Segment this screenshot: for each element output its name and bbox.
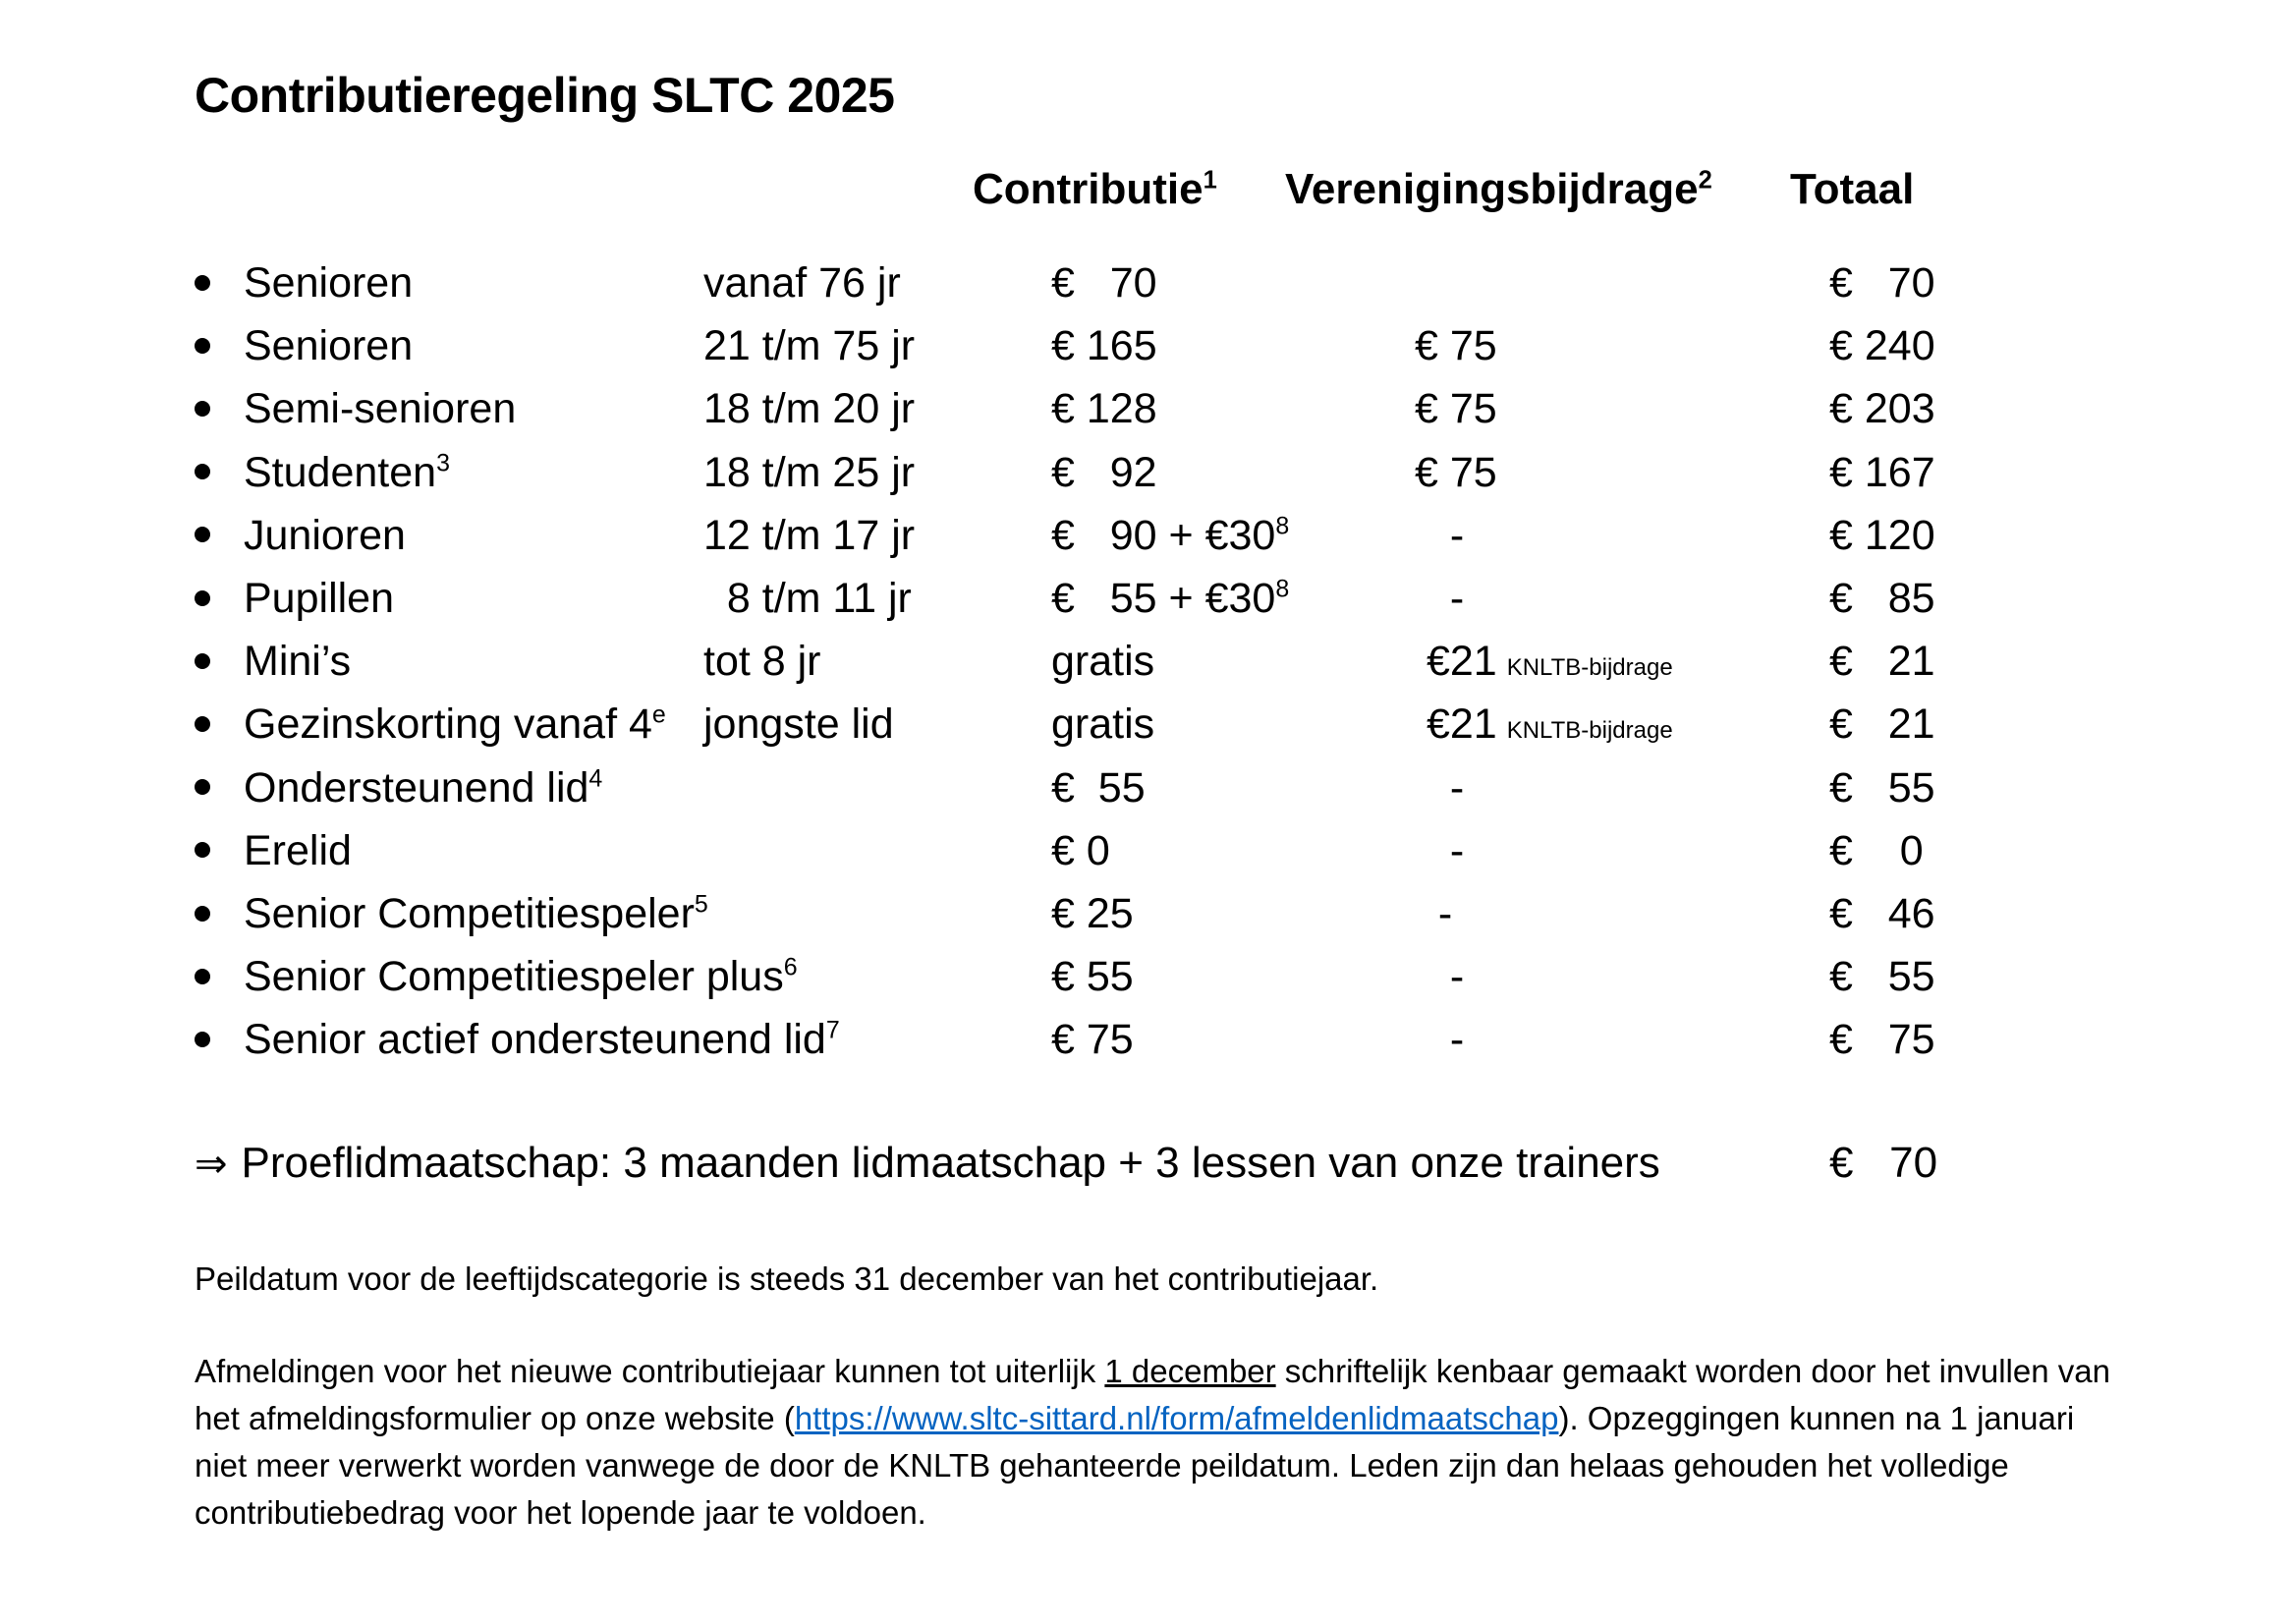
table-row <box>0 945 2295 1008</box>
table-row <box>0 756 2295 819</box>
table-row <box>0 377 2295 440</box>
category-name: Ondersteunend lid$^4$ <box>244 763 603 812</box>
bullet-icon <box>195 314 210 377</box>
proeflidmaatschap-total: € 70 <box>1829 1139 1938 1187</box>
verenigingsbijdrage-value: € 75 <box>1415 448 1497 496</box>
header-contributie: Contributie$^1$ <box>973 165 1217 213</box>
totaal-value: € 55 <box>1829 763 1935 812</box>
totaal-value: € 21 <box>1829 638 1935 686</box>
category-name: Mini’s <box>244 638 352 686</box>
contributie-value: € 92 <box>1051 448 1157 496</box>
header-verenigingsbijdrage: Verenigingsbijdrage$^2$ <box>1285 165 1712 213</box>
bullet-icon <box>195 819 210 882</box>
table-row <box>0 630 2295 693</box>
verenigingsbijdrage-value: € 75 <box>1415 322 1497 370</box>
table-row <box>0 504 2295 567</box>
totaal-value: € 120 <box>1829 511 1935 559</box>
bullet-icon <box>195 1008 210 1071</box>
table-row <box>0 1008 2295 1071</box>
verenigingsbijdrage-value: €21 KNLTB-bijdrage <box>1415 638 1673 686</box>
bullet-icon <box>195 567 210 630</box>
bullet-icon <box>195 441 210 504</box>
age-range: 18 t/m 25 jr <box>703 448 916 496</box>
category-name: Senior actief ondersteunend lid$^7$ <box>244 1016 840 1064</box>
contributie-value: gratis <box>1051 638 1155 686</box>
table-row <box>0 882 2295 945</box>
contributie-value: gratis <box>1051 700 1155 749</box>
note-afmeldingen: Afmeldingen voor het nieuwe contributiejaar kunnen tot uiterlijk 1 december schriftelijk kenbaar gemaakt worden door het invullen van het afmeldingsformulier op onze website (https://www.sltc-sittard.nl/form/afmeldenlidmaatschap). Opzeggingen kunnen na 1 januari niet meer verwerkt worden vanwege de door de KNLTB gehanteerde peildatum. Leden zijn dan helaas gehouden het volledige contributiebedrag voor het lopende jaar te voldoen. <box>195 1353 2110 1531</box>
category-name: Erelid <box>244 826 352 874</box>
category-name: Senior Competitiespeler plus$^6$ <box>244 953 798 1001</box>
contributie-value: € 55 <box>1051 763 1146 812</box>
verenigingsbijdrage-value: - <box>1415 763 1465 812</box>
table-row <box>0 314 2295 377</box>
verenigingsbijdrage-value: - <box>1415 890 1453 937</box>
age-range: 8 t/m 11 jr <box>703 575 912 622</box>
age-range: 18 t/m 20 jr <box>703 385 916 433</box>
age-range: vanaf 76 jr <box>703 259 901 307</box>
category-name: Semi-senioren <box>244 385 517 433</box>
contributie-value: € 165 <box>1051 322 1157 370</box>
totaal-value: € 203 <box>1829 385 1935 433</box>
table-row <box>0 441 2295 504</box>
header-totaal: Totaal <box>1790 165 1915 213</box>
age-range: jongste lid <box>703 700 894 749</box>
contributie-value: € 55 <box>1051 953 1134 1001</box>
afmelden-link[interactable]: https://www.sltc-sittard.nl/form/afmeldenlidmaatschap <box>794 1400 1559 1436</box>
age-range: tot 8 jr <box>703 638 821 686</box>
arrow-icon: ⇒ <box>195 1142 228 1187</box>
category-name: Senior Competitiespeler$^5$ <box>244 890 708 937</box>
totaal-value: € 75 <box>1829 1016 1935 1064</box>
category-name: Junioren <box>244 511 406 559</box>
age-range: 12 t/m 17 jr <box>703 511 916 559</box>
contributie-value: € $55 + €30^8$ <box>1051 575 1290 622</box>
category-name: Pupillen <box>244 575 394 622</box>
contributie-value: € 128 <box>1051 385 1157 433</box>
totaal-value: € 0 <box>1829 826 1924 874</box>
bullet-icon <box>195 504 210 567</box>
verenigingsbijdrage-value: - <box>1415 575 1465 622</box>
verenigingsbijdrage-value <box>1415 252 1425 321</box>
totaal-value: € 85 <box>1829 575 1935 622</box>
table-row <box>0 819 2295 882</box>
contributie-value: € $90 + €30^8$ <box>1051 511 1290 559</box>
verenigingsbijdrage-value: - <box>1415 953 1465 1001</box>
verenigingsbijdrage-value: - <box>1415 511 1465 559</box>
totaal-value: € 46 <box>1829 890 1935 937</box>
totaal-value: € 70 <box>1829 259 1935 307</box>
bullet-icon <box>195 252 210 314</box>
contributie-value: € 0 <box>1051 826 1110 874</box>
contributie-value: € 25 <box>1051 890 1134 937</box>
totaal-value: € 167 <box>1829 448 1935 496</box>
bullet-icon <box>195 693 210 756</box>
category-name: Senioren <box>244 322 414 370</box>
proeflidmaatschap-line: ⇒ Proeflidmaatschap: 3 maanden lidmaatschap + 3 lessen van onze trainers <box>195 1139 1660 1187</box>
category-name: Senioren <box>244 259 414 307</box>
table-row <box>0 693 2295 756</box>
age-range: 21 t/m 75 jr <box>703 322 916 370</box>
verenigingsbijdrage-value: € 75 <box>1415 385 1497 433</box>
totaal-value: € 21 <box>1829 700 1935 749</box>
category-name: Studenten$^3$ <box>244 448 450 496</box>
bullet-icon <box>195 630 210 693</box>
note-peildatum: Peildatum voor de leeftijdscategorie is steeds 31 december van het contributiejaar. <box>195 1260 1379 1297</box>
verenigingsbijdrage-value: - <box>1415 1016 1465 1064</box>
bullet-icon <box>195 882 210 945</box>
table-row <box>0 252 2295 314</box>
totaal-value: € 55 <box>1829 953 1935 1001</box>
bullet-icon <box>195 945 210 1008</box>
contributie-value: € 75 <box>1051 1016 1134 1064</box>
table-row <box>0 567 2295 630</box>
page-title: Contributieregeling SLTC 2025 <box>195 68 895 123</box>
contributie-value: € 70 <box>1051 259 1157 307</box>
verenigingsbijdrage-value: €21 KNLTB-bijdrage <box>1415 700 1673 749</box>
category-name: Gezinskorting vanaf 4e <box>244 700 666 749</box>
bullet-icon <box>195 756 210 819</box>
totaal-value: € 240 <box>1829 322 1935 370</box>
bullet-icon <box>195 377 210 440</box>
deadline-date: 1 december <box>1104 1353 1276 1389</box>
verenigingsbijdrage-value: - <box>1415 826 1465 874</box>
